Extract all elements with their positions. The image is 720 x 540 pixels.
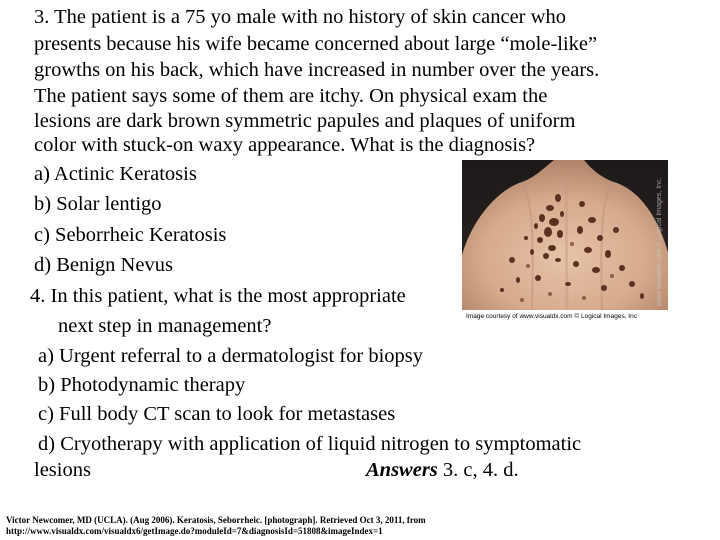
question3-option-b: b) Solar lentigo [34,193,162,215]
question4-option-c: c) Full body CT scan to look for metastases [38,403,396,425]
question4-option-b: b) Photodynamic therapy [38,374,246,396]
reference-line-2: http://www.visualdx.com/visualdx6/getImage.do?moduleId=7&diagnosisId=51808&imageIndex=1 [6,526,383,536]
question3-line-6: color with stuck-on waxy appearance. What is the diagnosis? [34,134,536,156]
reference-line-1: Victor Newcomer, MD (UCLA). (Aug 2006). Keratosis, Seborrheic. [photograph]. Retrieved Oct 3, 2011, from [6,515,426,525]
question3-option-a: a) Actinic Keratosis [34,163,197,185]
answers [366,457,519,483]
patient-back-illustration [462,160,668,310]
answers-label: Answers [366,459,438,481]
patient-back-photo [462,160,668,310]
photo-watermark: www.visualdx.com © Logical Images, Inc. [656,177,663,306]
question4-option-d-continuation: lesions [34,459,91,481]
question3-line-3: growths on his back, which have increased in number over the years. [34,59,600,81]
question4-option-a: a) Urgent referral to a dermatologist for biopsy [38,345,424,367]
question3-option-c: c) Seborrheic Keratosis [34,224,227,246]
question3-line-2: presents because his wife became concerned about large “mole-like” [34,33,598,55]
question3-line-1: 3. The patient is a 75 yo male with no history of skin cancer who [34,6,566,28]
question4-line-1: 4. In this patient, what is the most appropriate [30,285,406,307]
image-credit: Image courtesy of www.visualdx.com © Logical Images, Inc [466,313,637,320]
question4-line-2: next step in management? [58,315,272,337]
question4-option-d: d) Cryotherapy with application of liquid nitrogen to symptomatic [38,433,582,455]
question3-option-d: d) Benign Nevus [34,254,173,276]
question3-line-4: The patient says some of them are itchy. On physical exam the [34,85,548,107]
question3-line-5: lesions are dark brown symmetric papules and plaques of uniform [34,110,576,132]
answers-text: 3. c, 4. d. [437,459,519,481]
